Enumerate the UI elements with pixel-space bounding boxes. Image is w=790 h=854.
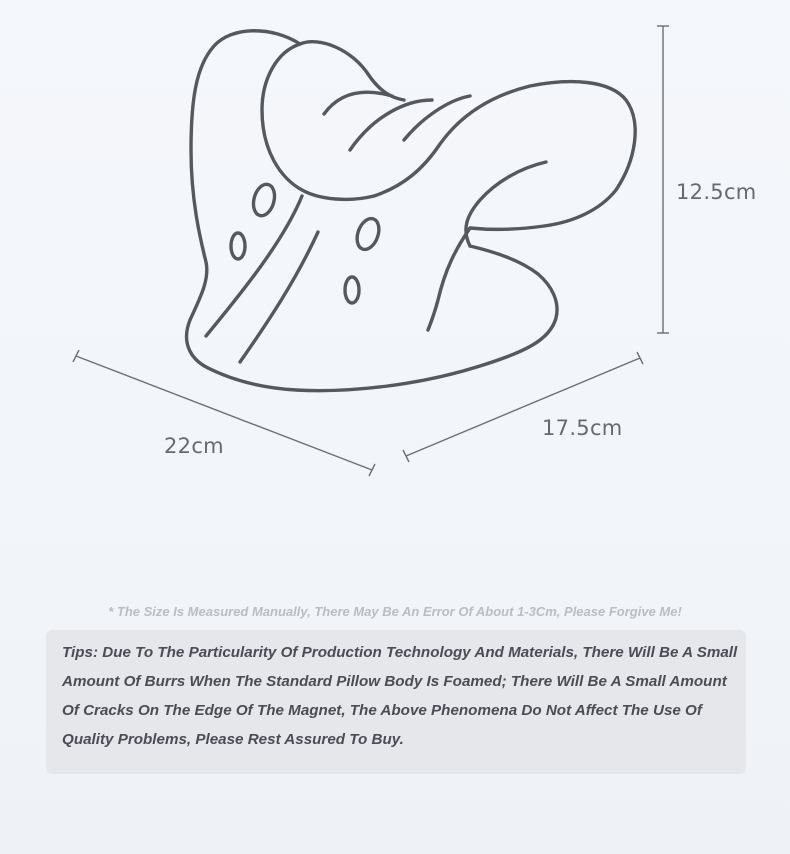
pillow-side-line-2 <box>240 232 318 362</box>
magnet-hole-3 <box>353 216 383 253</box>
width-label: 17.5cm <box>542 416 623 440</box>
pillow-rib-1 <box>324 92 392 114</box>
magnet-hole-4 <box>345 277 359 303</box>
pillow-fold-1 <box>428 228 470 330</box>
tips-box <box>46 630 746 774</box>
measurement-note: * The Size Is Measured Manually, There May Be An Error Of About 1-3Cm, Please Forgive Me! <box>108 604 682 619</box>
magnet-hole-1 <box>250 182 278 218</box>
pillow-crest <box>262 44 635 229</box>
tips-text: Tips: Due To The Particularity Of Production Technology And Materials, There Will Be A Small Amount Of Burrs When The Standard Pillow Body Is Foamed; There Will Be A Small Amount Of Cracks On The Edge Of The Magnet, The Above Phenomena Do Not Affect The Use Of Quality Problems, Please Rest Assured To Buy. <box>62 644 738 748</box>
pillow-outline <box>187 31 557 391</box>
width-dimension-line <box>406 358 640 456</box>
pillow-top-roll <box>300 42 404 100</box>
length-label: 22cm <box>164 434 224 458</box>
magnet-hole-2 <box>231 233 245 259</box>
pillow-side-line-1 <box>206 196 302 336</box>
pillow-fold-2 <box>466 162 546 246</box>
length-dimension-line <box>76 356 372 470</box>
height-label: 12.5cm <box>676 180 757 204</box>
